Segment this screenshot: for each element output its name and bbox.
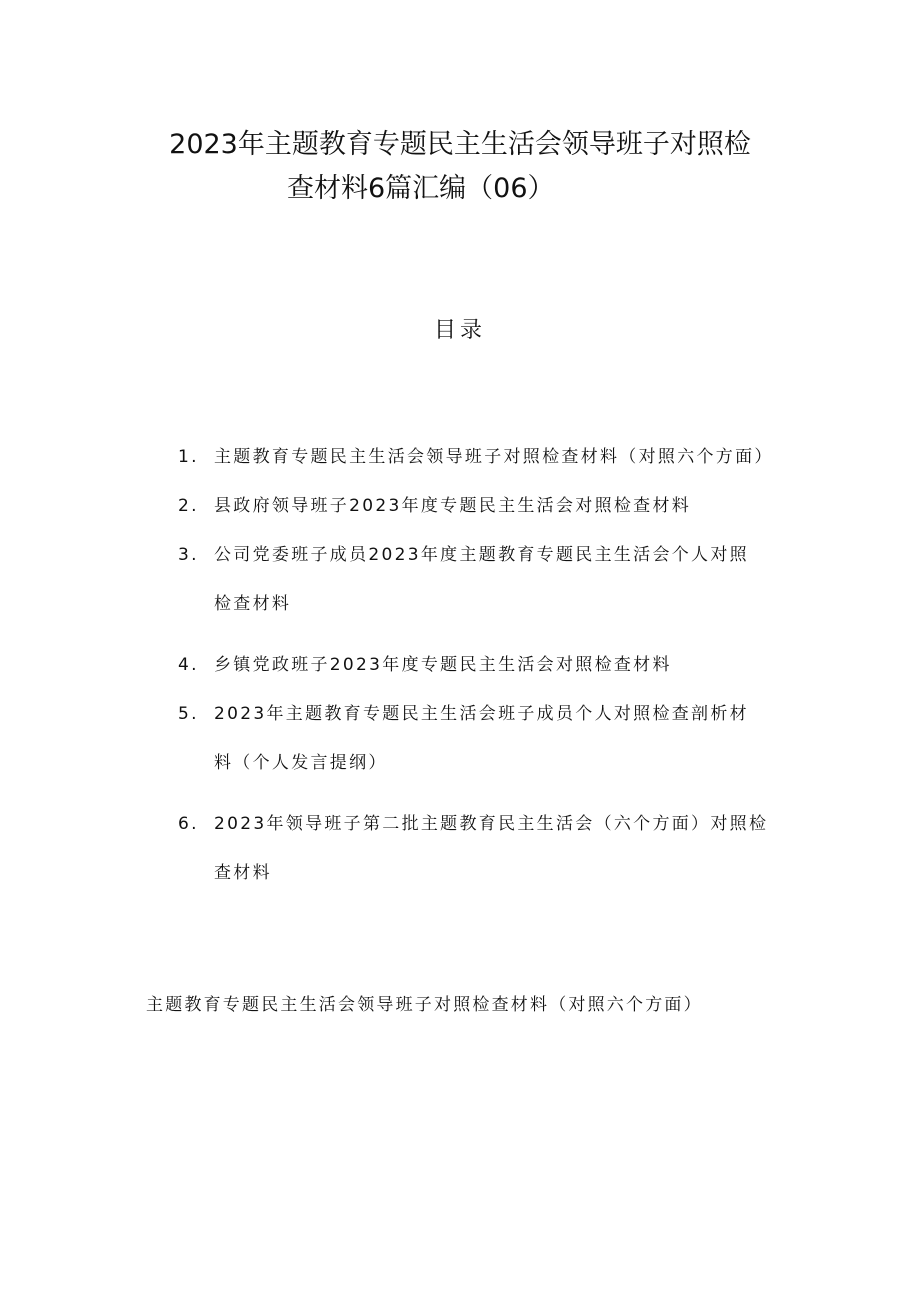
toc-item-text [214,445,798,470]
toc-item-6[interactable] [178,812,798,898]
toc-item-5[interactable] [178,702,798,788]
toc-item-line: 乡镇党政班子2023年度专题民主生活会对照检查材料 [214,655,672,675]
toc-item-1[interactable] [178,445,798,470]
toc-item-line: 县政府领导班子2023年度专题民主生活会对照检查材料 [214,496,692,516]
toc-item-text [214,531,798,629]
toc-item-text [214,653,798,678]
toc-item-3[interactable] [178,543,798,629]
section-heading: 主题教育专题民主生活会领导班子对照检查材料（对照六个方面） [146,995,703,1015]
toc-item-text [214,690,798,788]
toc-item-number: 5. [178,704,199,724]
document-title-line-2: 查材料6篇汇编（06） [287,173,555,204]
toc-item-line: 查材料 [214,863,272,883]
toc-item-line: 2023年领导班子第二批主题教育民主生活会（六个方面）对照检 [214,814,769,834]
toc-item-line: 检查材料 [214,594,292,614]
toc-item-line: 公司党委班子成员2023年度主题教育专题民主生活会个人对照 [214,545,749,565]
toc-item-4[interactable] [178,653,798,678]
toc-item-line: 主题教育专题民主生活会领导班子对照检查材料（对照六个方面） [214,447,774,467]
toc-item-text [214,800,798,898]
toc-heading: 目录 [433,318,486,343]
toc-item-2[interactable] [178,494,798,519]
toc-item-line: 2023年主题教育专题民主生活会班子成员个人对照检查剖析材 [214,704,749,724]
toc-item-number: 3. [178,545,199,565]
toc-item-number: 1. [178,447,199,467]
toc-item-line: 料（个人发言提纲） [214,753,388,773]
toc-item-number: 6. [178,814,199,834]
document-title-line-1: 2023年主题教育专题民主生活会领导班子对照检 [169,129,751,160]
toc-item-number: 4. [178,655,199,675]
toc-item-number: 2. [178,496,199,516]
toc-item-text [214,494,798,519]
table-of-contents [178,445,798,922]
